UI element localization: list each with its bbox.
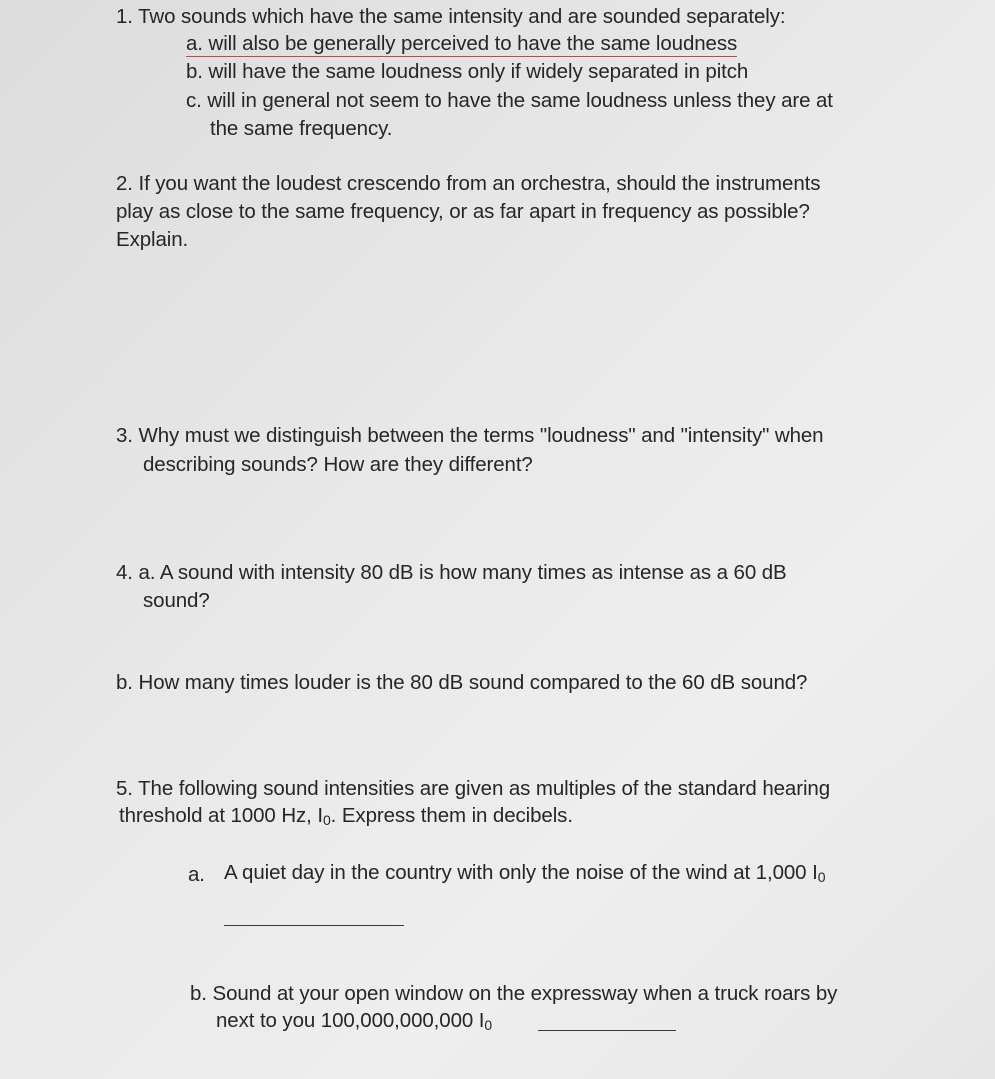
q5a-subscript: 0 [817, 869, 826, 885]
q4a-line2: sound? [143, 589, 210, 612]
q5a-letter: a. [188, 863, 205, 886]
q5b-line1: b. Sound at your open window on the expressway when a truck roars by [190, 982, 838, 1005]
q4b: b. How many times louder is the 80 dB sound compared to the 60 dB sound? [116, 671, 808, 694]
q5a-text-main: A quiet day in the country with only the noise of the wind at 1,000 I [224, 861, 818, 884]
q2-line3: Explain. [116, 228, 189, 251]
q5a-answer-blank[interactable] [224, 925, 404, 926]
q1-option-a [186, 32, 737, 56]
q5b-line2 [216, 1009, 492, 1033]
q1-option-c-line1: c. will in general not seem to have the same loudness unless they are at [186, 89, 833, 112]
q1-option-c-line2: the same frequency. [210, 117, 393, 140]
q5-line2-text-end: . Express them in decibels. [330, 804, 573, 827]
q1-option-b: b. will have the same loudness only if widely separated in pitch [186, 60, 749, 83]
q5-line2-text: threshold at 1000 Hz, I [119, 804, 323, 827]
q3-line2: describing sounds? How are they different? [143, 453, 533, 476]
q2-line2: play as close to the same frequency, or as far apart in frequency as possible? [116, 200, 810, 223]
q5-line2 [119, 804, 573, 828]
q5-line1: 5. The following sound intensities are given as multiples of the standard hearing [116, 777, 831, 800]
q5-line2-subscript: 0 [322, 812, 331, 828]
q1-option-a-text: a. will also be generally perceived to have the same loudness [186, 32, 738, 55]
q1-stem: 1. Two sounds which have the same intensity and are sounded separately: [116, 5, 786, 28]
q5b-line2-text: next to you 100,000,000,000 I [216, 1009, 485, 1032]
q3-line1: 3. Why must we distinguish between the terms "loudness" and "intensity" when [116, 424, 824, 447]
q5a-text [224, 861, 825, 885]
q5b-subscript: 0 [484, 1017, 493, 1033]
q4a-line1: 4. a. A sound with intensity 80 dB is how many times as intense as a 60 dB [116, 561, 787, 584]
q5b-answer-blank[interactable] [538, 1030, 676, 1031]
q2-line1: 2. If you want the loudest crescendo from an orchestra, should the instruments [116, 172, 821, 195]
